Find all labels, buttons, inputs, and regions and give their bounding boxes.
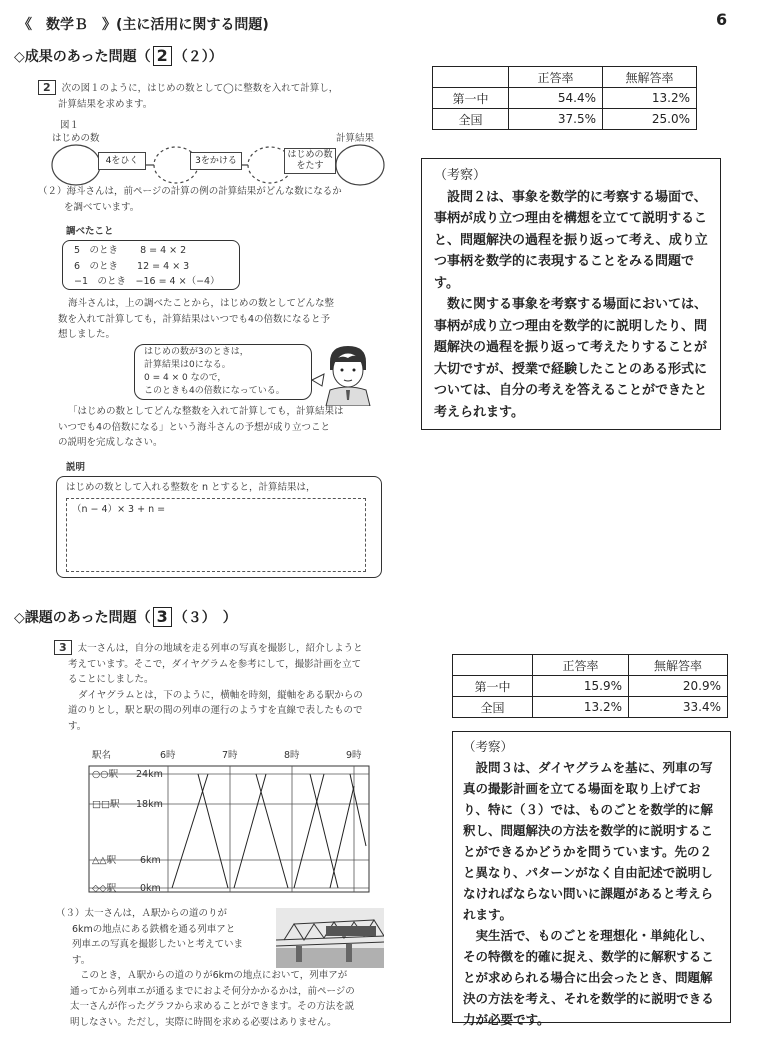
problem3-intro-line4: ダイヤグラムとは，下のように，横軸を時刻，縦軸をある駅からの [78, 689, 363, 701]
student-avatar-icon [308, 340, 378, 406]
flow-step-subtract: 4をひく [98, 152, 146, 170]
problem2-intro-line2: 計算結果を求めます。 [58, 98, 153, 110]
flow-step-add: はじめの数をたす [284, 148, 336, 174]
train-bridge-photo [276, 908, 384, 968]
no-answer-rate: 20.9% [629, 676, 728, 697]
section1-heading-box: 2 [153, 46, 172, 66]
correct-rate: 37.5% [509, 109, 603, 130]
no-answer-rate: 25.0% [603, 109, 697, 130]
task-line3: の説明を完成しなさい。 [58, 437, 163, 448]
section2-heading-box: 3 [153, 607, 172, 627]
prediction-text [58, 296, 398, 343]
page-number: 6 [716, 10, 728, 29]
row-label: 全国 [453, 697, 533, 718]
commentary2-label: （考察） [463, 739, 514, 754]
hour-label: 7時 [222, 750, 238, 761]
section1-heading-pre: ◇成果のあった問題（ [14, 49, 151, 65]
explain-line1: はじめの数として入れる整数を n とすると，計算結果は， [66, 482, 316, 493]
explain-line2: （n − 4）× 3 + n = [72, 504, 166, 515]
flow-step-multiply: 3をかける [190, 152, 242, 170]
correct-rate: 15.9% [533, 676, 629, 697]
diagram-chart [88, 762, 370, 898]
q3-text-top [56, 906, 270, 968]
explain-title: 説明 [66, 462, 86, 473]
problem2-number: 2 [38, 80, 56, 95]
row-label: 全国 [433, 109, 509, 130]
flow-start-label: はじめの数 [52, 133, 100, 144]
table-row [433, 88, 697, 109]
no-answer-rate: 33.4% [629, 697, 728, 718]
investigation-title: 調べたこと [66, 226, 114, 237]
station-km: 24km [136, 769, 163, 780]
investigation-row: 6 のとき 12 = 4 × 3 [74, 260, 190, 272]
table1-header-empty [433, 67, 509, 88]
problem3-intro [54, 640, 394, 734]
row-label: 第一中 [453, 676, 533, 697]
commentary1-label: （考察） [434, 168, 487, 183]
q3-line3: 列車エの写真を撮影したいと考えていま [72, 939, 244, 950]
table1-header-noanswer: 無解答率 [603, 67, 697, 88]
section2-heading-post: （３） ） [173, 610, 237, 626]
q3-line7: 太一さんが作ったグラフから求めることができます。その方法を説 [70, 1001, 355, 1012]
correct-rate: 13.2% [533, 697, 629, 718]
problem3-intro-line3: ることにしました。 [68, 674, 154, 685]
problem3-intro-line1: 太一さんは，自分の地域を走る列車の写真を撮影し，紹介しようと [77, 643, 363, 654]
commentary-1 [421, 158, 721, 430]
problem3-number: 3 [54, 640, 72, 655]
q3-line6: 通ってから列車エが通るまでにおよそ何分かかるかは，前ページの [70, 985, 355, 997]
rates-table-2 [452, 654, 728, 718]
q3-text-bottom [70, 968, 400, 1030]
flow-end-label: 計算結果 [336, 133, 375, 144]
q2-text [38, 184, 398, 215]
prediction-line1: 海斗さんは，上の調べたことから，はじめの数としてどんな整 [68, 298, 335, 309]
table2-header-empty [453, 655, 533, 676]
problem3-intro-line2: 考えています。そこで，ダイヤグラムを参考にして，撮影計画を立て [68, 658, 362, 670]
commentary2-para2: 実生活で、ものごとを理想化・単純化し、その特徴を的確に捉え、数学的に解釈することが求められる場合に出会ったとき、問題解決の方法を考え、それを数学的に説明できる力が必要です。 [463, 928, 714, 1027]
table1-header-correct: 正答率 [509, 67, 603, 88]
correct-rate: 54.4% [509, 88, 603, 109]
task-line1: 「はじめの数としてどんな整数を入れて計算しても，計算結果は [68, 406, 344, 417]
hour-label: 6時 [160, 750, 176, 761]
hour-label: 8時 [284, 750, 300, 761]
table-row [453, 697, 728, 718]
commentary1-para1: 設問２は、事象を数学的に考察する場面で、事柄が成り立つ理由を構想を立てて説明すること、問題解決の過程を振り返って考え、成り立つ事柄を数学的に表現することをみる問題です。 [434, 189, 708, 291]
q3-line1: （３）太一さんは，Ａ駅からの道のりが [56, 908, 228, 919]
q3-line2: 6kmの地点にある鉄橋を通る列車アと [72, 923, 236, 935]
commentary2-para1: 設問３は、ダイヤグラムを基に、列車の写真の撮影計画を立てる場面を取り上げており、特に（３）では、ものごとを数学的に解釈し、問題解決の方法を数学的に説明することができるかどうかを問うています。先の２と異なり、パターンがなく自由記述で説明しなければならない問いに課題があると考えられます。 [463, 760, 714, 922]
hour-label: 9時 [346, 750, 362, 761]
station-header: 駅名 [92, 750, 112, 761]
investigation-row: 5 のとき 8 = 4 × 2 [74, 245, 187, 256]
investigation-row: −1 のとき −16 = 4 ×（−4） [74, 276, 220, 287]
prediction-line2: 数を入れて計算しても，計算結果はいつでも4の倍数になると予 [58, 313, 331, 325]
section1-heading-post: （２）） [173, 49, 223, 65]
no-answer-rate: 13.2% [603, 88, 697, 109]
station-km: 18km [136, 799, 163, 810]
q3-line4: す。 [72, 954, 91, 966]
station-km: 6km [140, 855, 161, 866]
station-name: △△駅 [92, 855, 117, 866]
q3-line5: このとき，Ａ駅からの道のりが6kmの地点において，列車アが [80, 970, 348, 981]
rates-table-1 [432, 66, 697, 130]
commentary-2 [452, 731, 731, 1027]
section1-heading [14, 46, 223, 66]
station-name: ○○駅 [92, 769, 119, 780]
table-row [433, 109, 697, 130]
q2-line2: を調べています。 [64, 201, 140, 213]
speech-bubble-text [144, 346, 314, 398]
problem3-intro-line6: す。 [68, 720, 87, 732]
commentary1-para2: 数に関する事象を考察する場面においては、事柄が成り立つ理由を数学的に説明したり、問題解決の過程を振り返って考えたりすることが大切ですが、授業で経験したことのある形式については、自分の考えを答えることができたと考えられます。 [434, 297, 708, 420]
q3-line8: 明しなさい。ただし，実際に時間を求める必要はありません。 [70, 1016, 337, 1028]
document-title: 《 数学Ｂ 》(主に活用に関する問題) [18, 17, 269, 33]
figure1-label: 図１ [60, 120, 80, 131]
table2-header-noanswer: 無解答率 [629, 655, 728, 676]
station-name: □□駅 [92, 799, 120, 810]
table2-header-correct: 正答率 [533, 655, 629, 676]
task-line2: いつでも4の倍数になる」という海斗さんの予想が成り立つこと [58, 421, 331, 433]
prediction-line3: 想しました。 [58, 329, 116, 340]
bubble-line3: 0 = 4 × 0 なので， [144, 373, 227, 383]
section2-heading [14, 607, 237, 627]
bubble-line4: このときも4の倍数になっている。 [144, 386, 285, 396]
bubble-line1: はじめの数が3のときは， [144, 347, 249, 357]
problem2-intro [38, 80, 398, 112]
station-name: ◇◇駅 [92, 883, 117, 894]
station-km: 0km [140, 883, 161, 894]
section2-heading-pre: ◇課題のあった問題（ [14, 610, 151, 626]
bubble-line2: 計算結果は0になる。 [144, 360, 231, 370]
problem3-intro-line5: 道のりとし，駅と駅の間の列車の運行のようすを直線で表したもので [68, 705, 363, 716]
table-row [453, 676, 728, 697]
investigation-rows [74, 243, 244, 290]
q2-line1: （２）海斗さんは，前ページの計算の例の計算結果がどんな数になるか [38, 186, 342, 197]
row-label: 第一中 [433, 88, 509, 109]
problem2-intro-line1: 次の図１のように，はじめの数として◯に整数を入れて計算し， [61, 83, 339, 94]
task-text [58, 404, 398, 451]
